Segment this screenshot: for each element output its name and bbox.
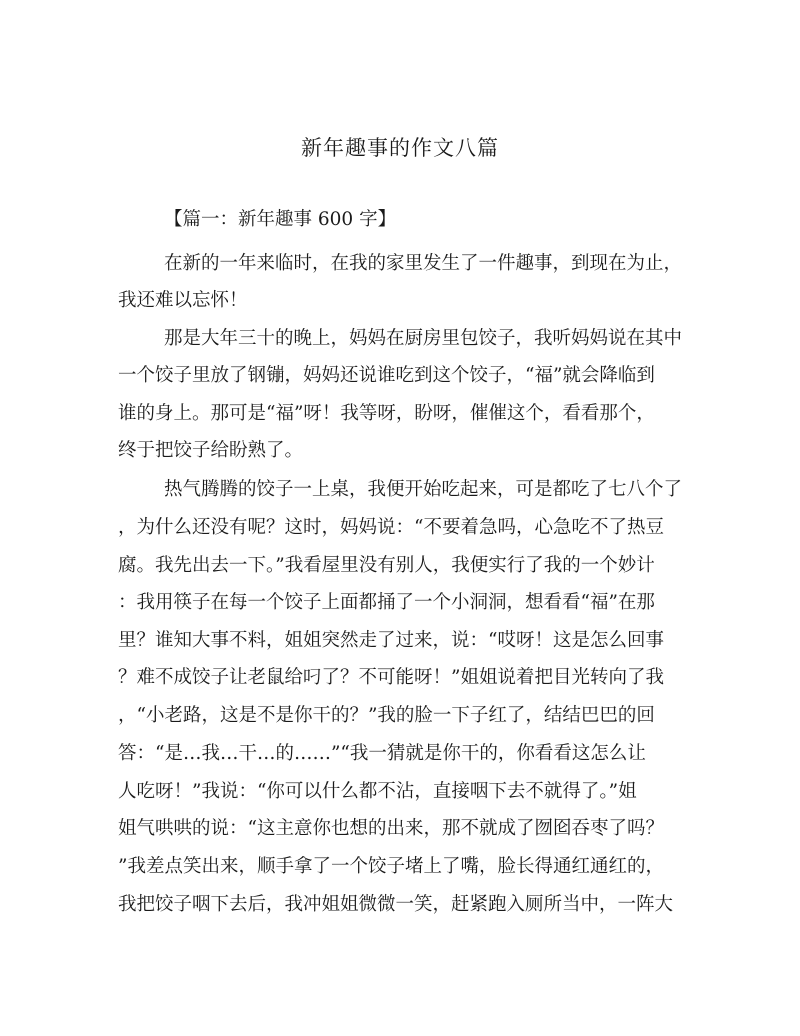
text-line: 热气腾腾的饺子一上桌，我便开始吃起来，可是都吃了七八个了 xyxy=(164,479,683,500)
text-line: 里？谁知大事不料，姐姐突然走了过来，说：“哎呀！这是怎么回事 xyxy=(118,630,664,651)
text-line: 我还难以忘怀！ xyxy=(118,290,248,311)
text-line: ：我用筷子在每一个饺子上面都捅了一个小洞洞，想看看“福”在那 xyxy=(118,592,655,613)
text-line: 谁的身上。那可是“福”呀！我等呀，盼呀，催催这个，看看那个， xyxy=(118,403,655,424)
text-line: ，为什么还没有呢？这时，妈妈说：“不要着急吗，心急吃不了热豆 xyxy=(118,517,664,538)
text-line: 人吃呀！”我说：“你可以什么都不沾，直接咽下去不就得了。”姐 xyxy=(118,781,637,802)
section-heading: 【篇一：新年趣事 600 字】 xyxy=(164,209,397,230)
text-line: 终于把饺子给盼熟了。 xyxy=(118,440,304,461)
text-line: 姐气哄哄的说：“这主意你也想的出来，那不就成了囫囵吞枣了吗？ xyxy=(118,818,664,839)
text-line: ，“小老路，这是不是你干的？”我的脸一下子红了，结结巴巴的回 xyxy=(118,705,655,726)
text-line: ？难不成饺子让老鼠给叼了？不可能呀！”姐姐说着把目光转向了我 xyxy=(118,667,664,688)
text-line: ”我差点笑出来，顺手拿了一个饺子堵上了嘴，脸长得通红通红的， xyxy=(118,856,664,877)
text-line: 我把饺子咽下去后，我冲姐姐微微一笑，赶紧跑入厕所当中，一阵大 xyxy=(118,894,674,915)
text-line: 在新的一年来临时，在我的家里发生了一件趣事，到现在为止， xyxy=(164,253,683,274)
text-line: 一个饺子里放了钢镚，妈妈还说谁吃到这个饺子，“福”就会降临到 xyxy=(118,365,655,386)
text-line: 腐。我先出去一下。”我看屋里没有别人，我便实行了我的一个妙计 xyxy=(118,555,655,576)
document-title: 新年趣事的作文八篇 xyxy=(301,136,499,160)
text-line: 那是大年三十的晚上，妈妈在厨房里包饺子，我听妈妈说在其中 xyxy=(164,328,683,349)
text-line: 答：“是…我…干…的……”“我一猜就是你干的，你看看这怎么让 xyxy=(118,743,646,764)
